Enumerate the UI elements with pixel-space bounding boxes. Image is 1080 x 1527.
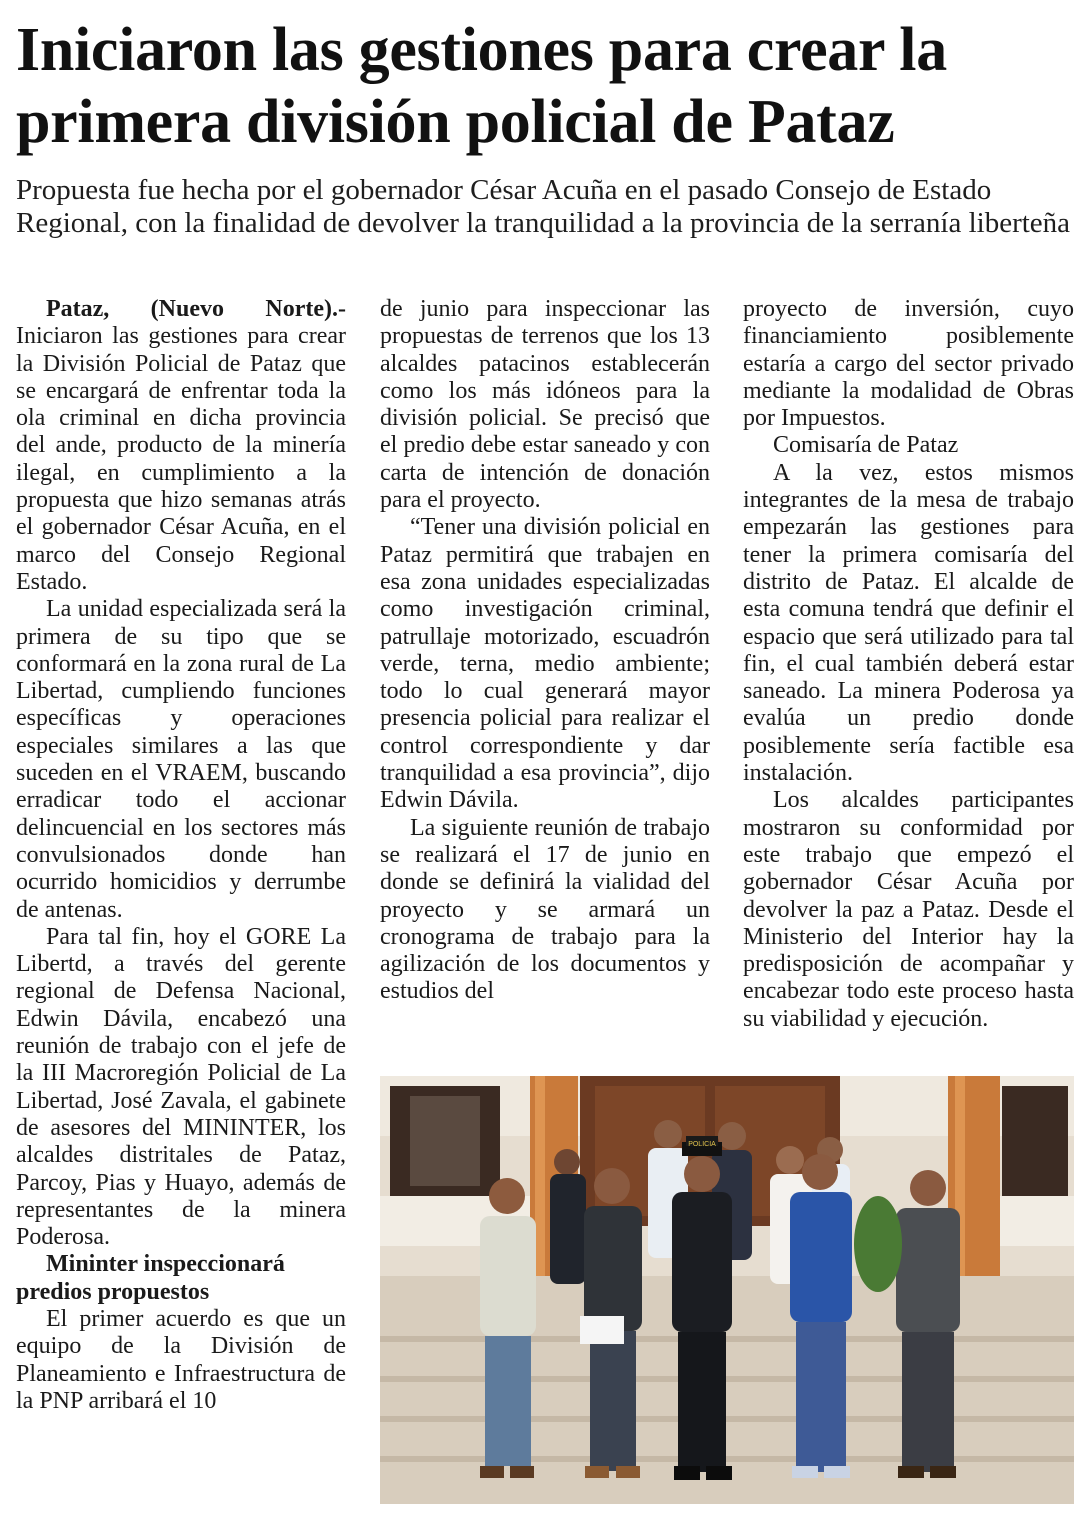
group-photo-illustration xyxy=(380,1076,1074,1504)
police-cap-badge: POLICIA xyxy=(688,1141,716,1148)
subheadline: Propuesta fue hecha por el gobernador César Acuña en el pasado Consejo de Estado Regional, con la finalidad de devolver la tranquilidad a la provincia de la serranía liberteña xyxy=(16,174,1071,239)
paragraph-text: Iniciaron las gestiones para crear la División Policial de Pataz que se encargará de enfrentar toda la ola criminal en dicha provincia del ande, producto de la minería ilegal, en cumplimiento a la propuesta que hizo semanas atrás el gobernador César Acuña, en el marco del Consejo Regional Estado. xyxy=(16,323,346,595)
group-photo xyxy=(380,1076,1074,1504)
paragraph: A la vez, estos mismos integrantes de la mesa de trabajo empezarán las gestiones para tener la primera comisaría del distrito de Pataz. El alcalde de esta comuna tendrá que definir el espacio que será utilizado para tal fin, el cual también deberá estar saneado. La minera Poderosa ya evalúa un predio donde posiblemente sería factible esa instalación. xyxy=(743,459,1074,787)
paragraph: La unidad especializada será la primera de su tipo que se conformará en la zona rural de La Libertad, cumpliendo funciones específicas y operaciones especiales similares a las que suceden en el VRAEM, buscando erradicar todo el accionar delincuencial en los sectores más convulsionados donde han ocurrido homicidios y derrumbe de antenas. xyxy=(16,596,346,923)
article-column-1 xyxy=(16,296,346,1415)
paragraph: proyecto de inversión, cuyo financiamiento posiblemente estaría a cargo del sector privado mediante la modalidad de Obras por Impuestos. xyxy=(743,296,1074,432)
paragraph: “Tener una división policial en Pataz permitirá que trabajen en esa zona unidades especializadas como investigación criminal, patrullaje motorizado, escuadrón verde, terna, medio ambiente; todo lo cual generará mayor presencia policial para realizar el control correspondiente y dar tranquilidad a esa provincia”, dijo Edwin Dávila. xyxy=(380,514,710,814)
paragraph xyxy=(16,296,346,596)
paragraph: Los alcaldes participantes mostraron su conformidad por este trabajo que empezó el gobernador César Acuña por devolver la paz a Pataz. Desde el Ministerio del Interior hay la predisposición de acompañar y encabezar todo este proceso hasta su viabilidad y ejecución. xyxy=(743,787,1074,1032)
paragraph: de junio para inspeccionar las propuestas de terrenos que los 13 alcaldes patacinos establecerán como los más idóneos para la división policial. Se precisó que el predio debe estar saneado y con carta de intención de donación para el proyecto. xyxy=(380,296,710,514)
article-column-3 xyxy=(743,296,1074,1033)
dateline: Pataz, (Nuevo Norte).- xyxy=(46,296,346,322)
headline: Iniciaron las gestiones para crear la primera división policial de Pataz xyxy=(16,16,947,156)
article-column-2 xyxy=(380,296,710,1006)
paragraph: El primer acuerdo es que un equipo de la División de Planeamiento e Infraestructura de la PNP arribará el 10 xyxy=(16,1305,346,1414)
paragraph: Para tal fin, hoy el GORE La Libertd, a través del gerente regional de Defensa Nacional, Edwin Dávila, encabezó una reunión de trabajo con el jefe de la III Macroregión Policial de La Libertad, José Zavala, el gabinete de asesores del MININTER, los alcaldes distritales de Pataz, Parcoy, Pias y Huayo, además de representantes de la minera Poderosa. xyxy=(16,923,346,1251)
section-subtitle: Comisaría de Pataz xyxy=(773,432,959,459)
section-subtitle: Mininter inspeccionará predios propuestos xyxy=(16,1251,285,1305)
paragraph: La siguiente reunión de trabajo se realizará el 17 de junio en donde se definirá la vialidad del proyecto y se armará un cronograma de trabajo para la agilización de los documentos y estudios del xyxy=(380,814,710,1005)
